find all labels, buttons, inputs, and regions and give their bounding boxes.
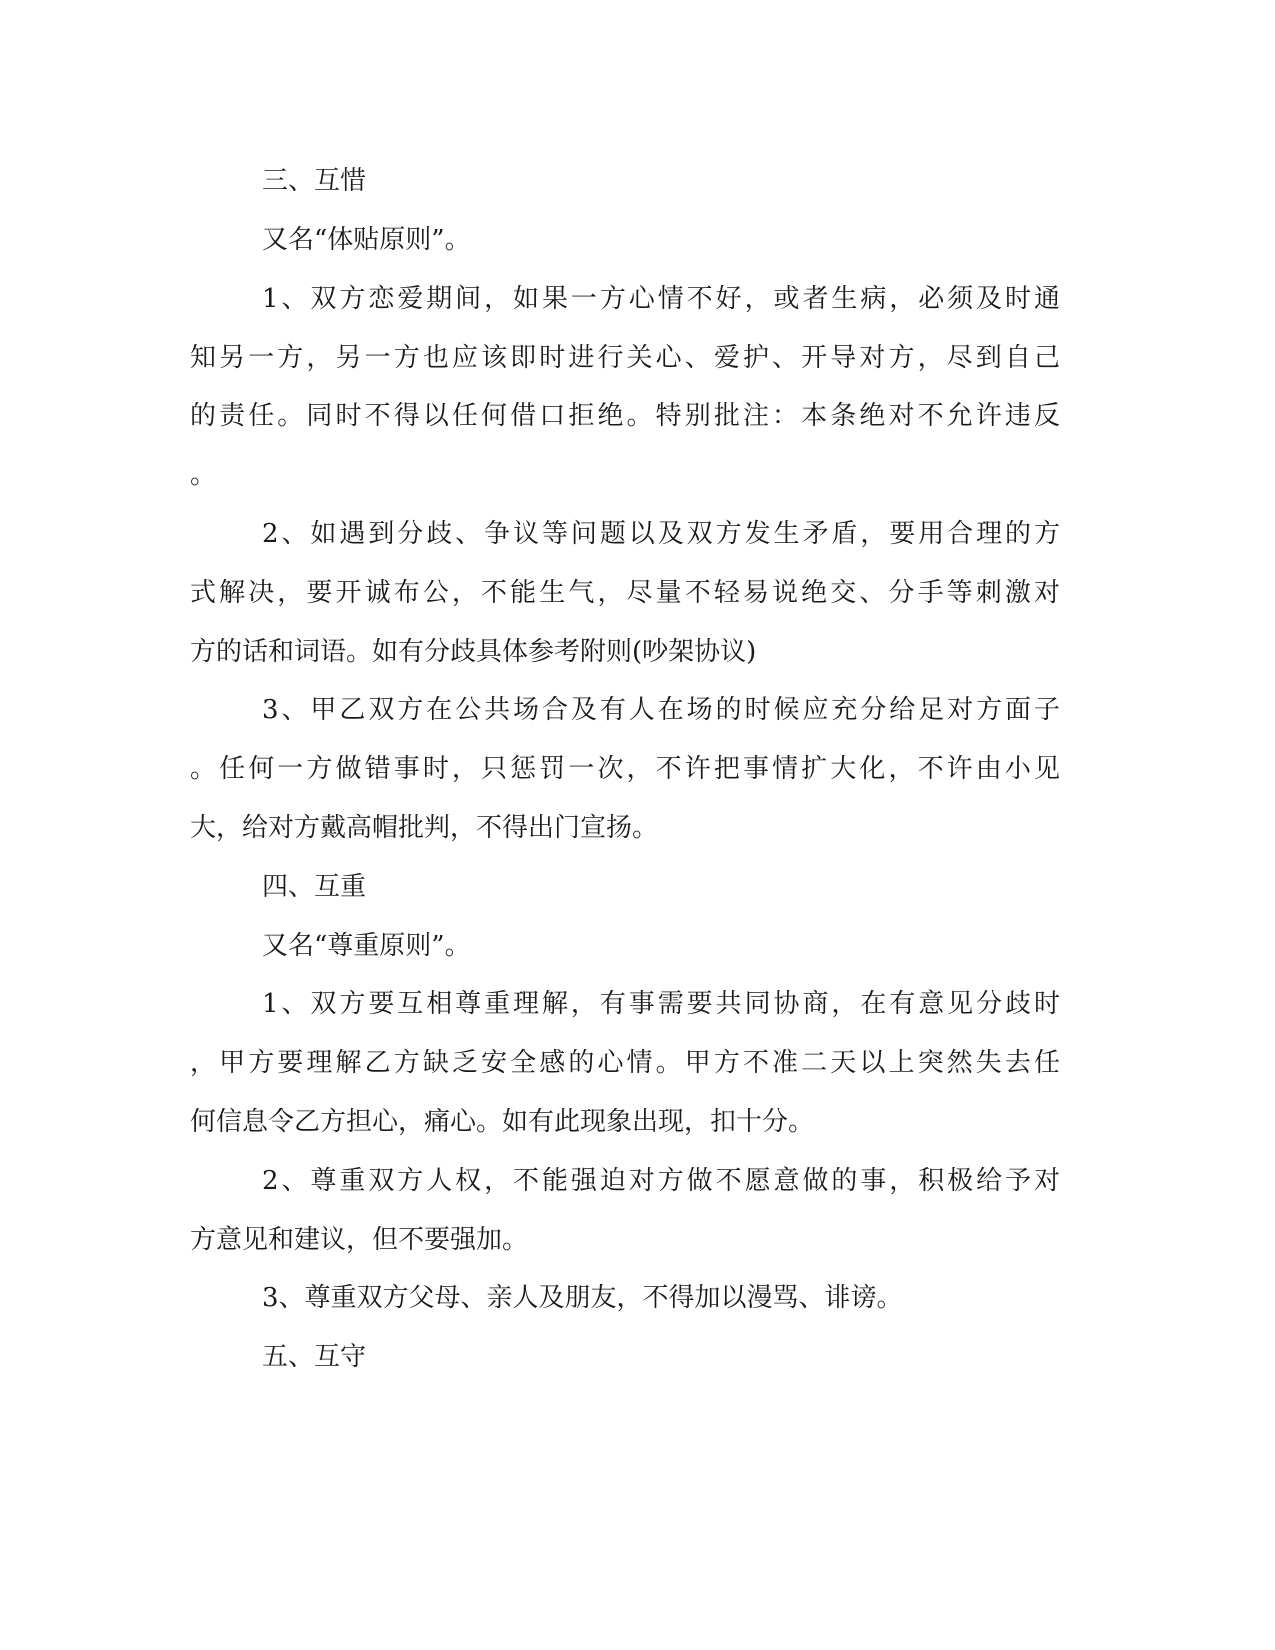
document-page: 三、互惜 又名“体贴原则”。 1、双方恋爱期间，如果一方心情不好，或者生病，必须及时通 知另一方，另一方也应该即时进行关心、爱护、开导对方，尽到自己 的责任。同时不得以任何借口拒绝。特别批注：本条绝对不允许违反 。 2、如遇到分歧、争议等问题以及双方发生矛盾，要用合理的方 式解决，要开诚布公，不能生气，尽量不轻易说绝交、分手等刺激对 方的话和词语。如有分歧具体参考附则(吵架协议) 3、甲乙双方在公共场合及有人在场的时候应充分给足对方面子 。任何一方做错事时，只惩罚一次，不许把事情扩大化，不许由小见 大，给对方戴高帽批判，不得出门宣扬。 四、互重 又名“尊重原则”。 1、双方要互相尊重理解，有事需要共同协商，在有意见分歧时 ，甲方要理解乙方缺乏安全感的心情。甲方不准二天以上突然失去任 何信息令乙方担心，痛心。如有此现象出现，扣十分。 2、尊重双方人权，不能强迫对方做不愿意做的事，积极给予对 方意见和建议，但不要强加。 3、尊重双方父母、亲人及朋友，不得加以漫骂、诽谤。 五、互守 <box>190 166 1060 1372</box>
